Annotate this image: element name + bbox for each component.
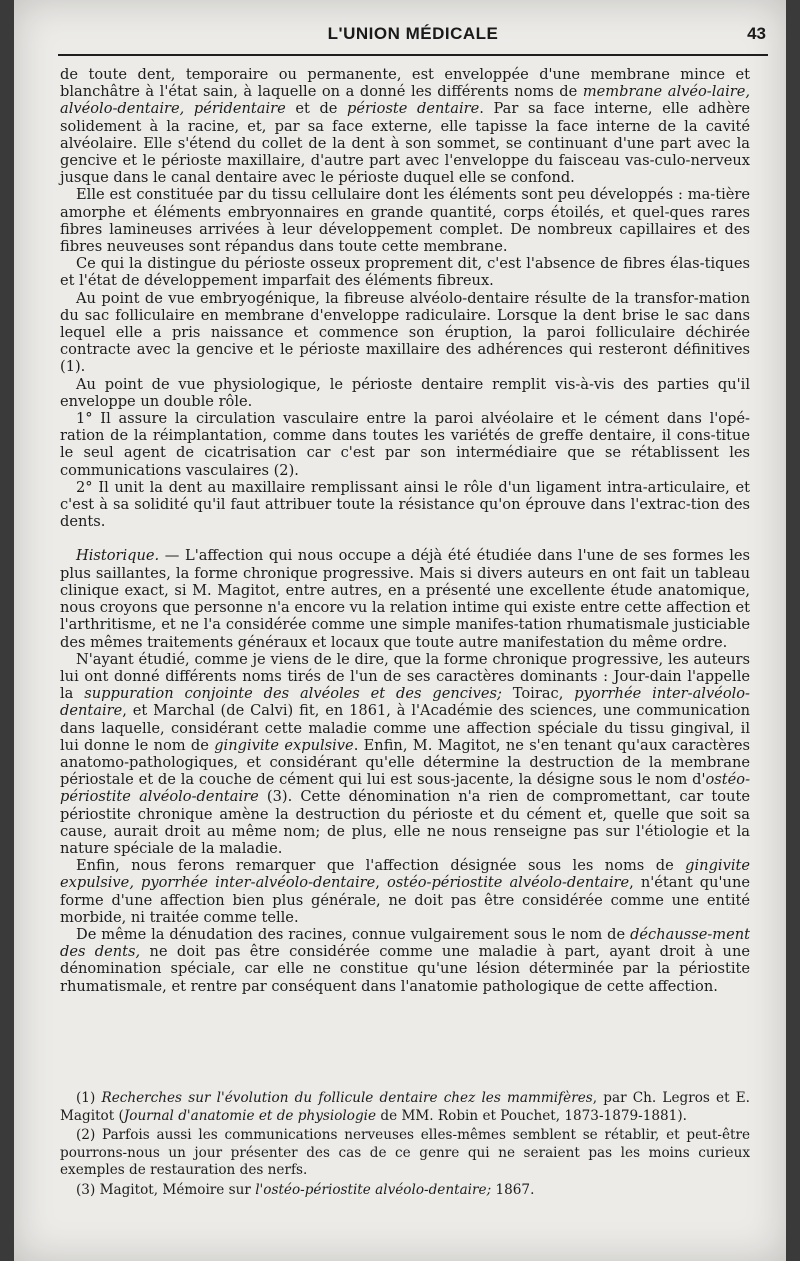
text-run: (3) Magitot, Mémoire sur: [76, 1181, 256, 1198]
text-run: de MM. Robin et Pouchet, 1873-1879-1881).: [376, 1107, 687, 1124]
text-run: . Par sa face interne, elle adhère solidement à la racine, et, par sa face externe, elle tapisse la face interne de la cavité alvéolaire. Elle s'étend du collet de la dent à son sommet, se continuant d'une part avec la gencive et le périoste maxillaire, d'autre part avec l'enveloppe du faisceau vas-culo-nerveux jusque dans le canal dentaire avec le périoste duquel elle se confond.: [60, 100, 750, 187]
text-run: , par Ch. Legros et E. Magitot (: [60, 1090, 750, 1124]
italic-term: périoste dentaire: [347, 100, 480, 118]
text-run: (2) Parfois aussi les communications nerveuses elles-mêmes semblent se rétablir, et peut-être pourrons-nous un jour présenter des cas de ce genre qui ne seraient pas les moins curieux exemples de restauration des nerfs.: [60, 1127, 750, 1178]
footnote: [60, 1090, 750, 1125]
paragraph: [60, 376, 750, 410]
text-run: 1867.: [491, 1181, 535, 1198]
text-run: Au point de vue physiologique, le périoste dentaire remplit vis-à-vis des parties qu'il enveloppe un double rôle.: [60, 375, 750, 410]
italic-term: Journal d'anatomie et de physiologie: [123, 1107, 377, 1124]
paragraph: [60, 547, 750, 650]
text-run: ne doit pas être considérée comme une maladie à part, ayant droit à une dénomination spéciale, car elle ne constitue qu'une lésion déterminée par la périostite rhumatismale, et rentre par conséquent dans l'anatomie pathologique de cette affection.: [60, 943, 750, 995]
text-run: De même la dénudation des racines, connue vulgairement sous le nom de: [76, 925, 631, 943]
running-title: L'UNION MÉDICALE: [327, 24, 499, 43]
italic-term: ostéo-périostite alvéolo-dentaire: [386, 874, 630, 892]
paragraph: [60, 479, 750, 531]
paragraph: [60, 926, 750, 995]
paragraph: [60, 66, 750, 186]
text-run: . Enfin, M. Magitot, ne s'en tenant qu'aux caractères anatomo-pathologiques, et considérant qu'elle détermine la destruction de la membrane périostale et de la couche de cément qui lui est sous-jacente, la désigne sous le nom d': [60, 736, 750, 789]
text-run: Enfin, nous ferons remarquer que l'affection désignée sous les noms de: [76, 857, 686, 875]
text-run: , n'étant qu'une forme d'une affection bien plus générale, ne doit pas être considérée comme une entité morbide, ni traitée comme telle.: [60, 874, 750, 926]
italic-term: déchausse-ment des dents,: [60, 925, 750, 961]
paragraph: [60, 857, 750, 926]
text-run: ,: [375, 874, 387, 892]
footnotes: [60, 1090, 750, 1201]
text-run: Ce qui la distingue du périoste osseux proprement dit, c'est l'absence de fibres élas-tiques et l'état de développement imparfait des éléments fibreux.: [60, 255, 750, 290]
paragraph: [60, 255, 750, 289]
text-run: — L'affection qui nous occupe a déjà été étudiée dans l'une de ses formes les plus saillantes, la forme chronique progressive. Mais si divers auteurs en ont fait un tableau clinique exact, si M. Magitot, entre autres, en a présenté une excellente étude anatomique, nous croyons que personne n'a encore vu la relation intime qui existe entre cette affection et l'arthritisme, et ne l'a considérée comme une simple manifes-tation rhumatismale justiciable des mêmes traitements généraux et locaux que toute autre manifestation du même ordre.: [60, 547, 750, 651]
paragraph: [60, 186, 750, 255]
book-page: [14, 0, 786, 1261]
paragraph: [60, 410, 750, 479]
text-run: N'ayant étudié, comme je viens de le dire, que la forme chronique progressive, les auteurs lui ont donné différents noms tirés de l'un de ses caractères dominants : Jour-dain l'appelle la: [60, 650, 750, 703]
italic-term: membrane alvéo-laire, alvéolo-dentaire, péridentaire: [60, 83, 750, 118]
italic-term: Historique.: [76, 547, 160, 565]
text-run: et de: [285, 100, 348, 118]
italic-term: l'ostéo-périostite alvéolo-dentaire;: [255, 1181, 492, 1198]
page-header: [58, 20, 768, 56]
text-run: (3). Cette dénomination n'a rien de compromettant, car toute périostite chronique amène la destruction du périoste et du cément et, quelle que soit sa cause, aurait droit au même nom; de plus, elle ne nous renseigne pas sur l'étiologie et la nature spéciale de la maladie.: [60, 788, 750, 857]
text-run: 2° Il unit la dent au maxillaire remplissant ainsi le rôle d'un ligament intra-articulaire, et c'est à sa solidité qu'il faut attribuer toute la résistance qu'on éprouve dans l'extrac-tion des dents.: [60, 478, 750, 531]
text-run: de toute dent, temporaire ou permanente, est enveloppée d'une membrane mince et blanchâtre à l'état sain, à laquelle on a donné les différents noms de: [60, 66, 750, 101]
text-run: Toirac,: [501, 685, 575, 703]
footnote: [60, 1127, 750, 1180]
text-run: 1° Il assure la circulation vasculaire entre la paroi alvéolaire et le cément dans l'opé-ration de la réimplantation, comme dans toutes les variétés de greffe dentaire, il cons-titue le seul agent de cicatrisation car c'est par son intermédiaire que se rétablissent les communications vasculaires (2).: [60, 410, 750, 479]
body-text: [60, 66, 750, 995]
italic-term: gingivite expulsive: [214, 736, 354, 754]
footnote: [60, 1182, 750, 1200]
text-run: Elle est constituée par du tissu cellulaire dont les éléments sont peu développés : ma-tière amorphe et éléments embryonnaires en grande quantité, corps étoilés, et quel-ques rares fibres lamineuses arrivées à leur développement complet. De nombreux capillaires et des fibres neuveuses sont répandus dans toute cette membrane.: [60, 186, 750, 256]
paragraph: [60, 651, 750, 857]
page-number: 43: [747, 24, 766, 43]
text-run: Au point de vue embryogénique, la fibreuse alvéolo-dentaire résulte de la transfor-mation du sac folliculaire en membrane d'enveloppe radiculaire. Lorsque la dent brise le sac dans lequel elle a pris naissance et commence son éruption, la paroi folliculaire déchirée contracte avec la gencive et le périoste maxillaire des adhérences qui resteront définitives (1).: [60, 289, 750, 376]
paragraph: [60, 290, 750, 376]
italic-term: Recherches sur l'évolution du follicule dentaire chez les mammifères: [101, 1090, 593, 1106]
text-run: (1): [76, 1090, 102, 1106]
italic-term: pyorrhée inter-alvéolo-dentaire: [60, 685, 750, 720]
text-run: , et Marchal (de Calvi) fit, en 1861, à l'Académie des sciences, une communication dans laquelle, considérant cette maladie comme une affection spéciale du tissu gingival, il lui donne le nom de: [60, 702, 750, 754]
italic-term: suppuration conjointe des alvéoles et des gencives;: [84, 685, 502, 703]
italic-term: gingivite expulsive, pyorrhée inter-alvéolo-dentaire: [60, 857, 750, 892]
italic-term: ostéo-périostite alvéolo-dentaire: [60, 771, 750, 806]
